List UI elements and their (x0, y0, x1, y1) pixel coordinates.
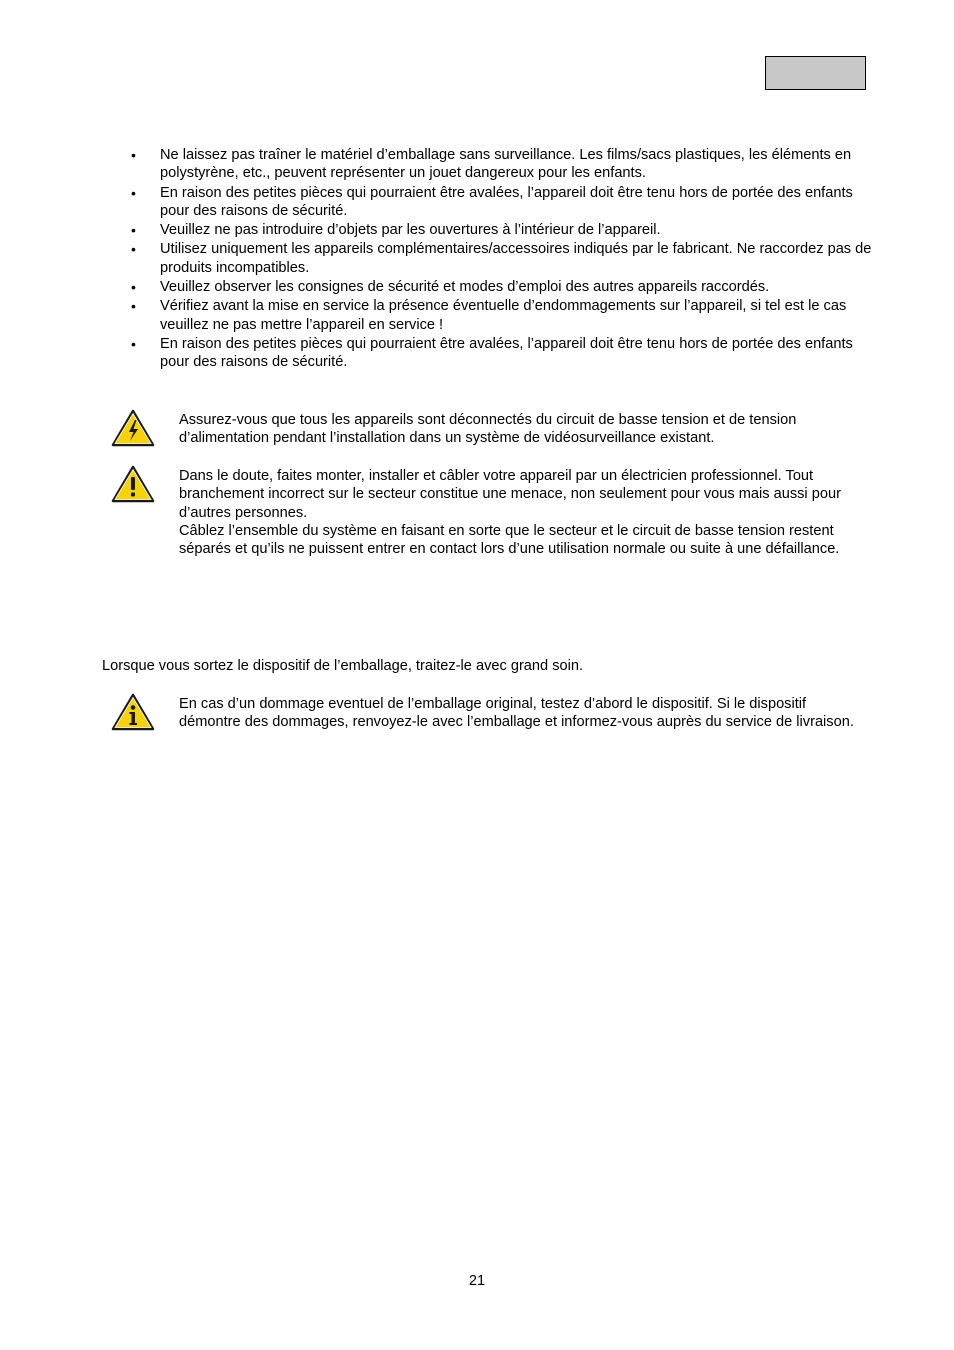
list-item: • Utilisez uniquement les appareils complémentaires/accessoires indiqués par le fabricant. Ne raccordez pas de produits incompatibles. (131, 241, 872, 276)
list-item-text: Ne laissez pas traîner le matériel d’emballage sans surveillance. Les films/sacs plastiques, les éléments en polystyrène, etc., peuvent représenter un jouet dangereux pour les enfants. (160, 147, 852, 182)
list-item: • Vérifiez avant la mise en service la présence éventuelle d’endommagements sur l’appareil, si tel est le cas veuillez ne pas mettre l’appareil en service ! (131, 298, 847, 333)
warning-note-text-1: Dans le doute, faites monter, installer et câbler votre appareil par un électricien professionnel. Tout branchement incorrect sur le secteur constitue une menace, non seulement pour vous mais aussi pour d’autres personnes. (179, 468, 841, 521)
list-item-text: Veuillez observer les consignes de sécurité et modes d’emploi des autres appareils raccordés. (160, 279, 770, 296)
warning-triangle-icon (110, 464, 156, 504)
list-item-text: Vérifiez avant la mise en service la présence éventuelle d’endommagements sur l’appareil, si tel est le cas veuillez ne pas mettre l’appareil en service ! (160, 298, 847, 333)
page-number: 21 (468, 1273, 486, 1289)
unpacking-paragraph: Lorsque vous sortez le dispositif de l’emballage, traitez-le avec grand soin. (102, 658, 584, 674)
list-item-text: En raison des petites pièces qui pourraient être avalées, l’appareil doit être tenu hors de portée des enfants pour des raisons de sécurité. (160, 184, 853, 219)
electrical-note-text: Assurez-vous que tous les appareils sont déconnectés du circuit de basse tension et de tension d’alimentation pendant l’installation dans un système de vidéosurveillance existant. (179, 412, 797, 447)
list-item: • Veuillez ne pas introduire d’objets par les ouvertures à l’intérieur de l’appareil. (131, 222, 661, 239)
info-note-text: En cas d’un dommage eventuel de l’emballage original, testez d’abord le dispositif. Si le dispositif démontre des dommages, renvoyez-le avec l’emballage et informez-vous auprès du service de livraison. (179, 696, 854, 731)
language-tab-box (765, 56, 866, 90)
list-item-text: En raison des petites pièces qui pourraient être avalées, l’appareil doit être tenu hors de portée des enfants pour des raisons de sécurité. (160, 335, 853, 371)
list-item: • En raison des petites pièces qui pourraient être avalées, l’appareil doit être tenu hors de portée des enfants pour des raisons de sécurité. (131, 184, 853, 219)
warning-note-text-2: Câblez l’ensemble du système en faisant en sorte que le secteur et le circuit de basse tension restent séparés et qu’ils ne puissent entrer en contact lors d’une utilisation normale ou suite à une défaillance. (179, 522, 840, 558)
list-item: • Ne laissez pas traîner le matériel d’emballage sans surveillance. Les films/sacs plastiques, les éléments en polystyrène, etc., peuvent représenter un jouet dangereux pour les enfants. (131, 147, 852, 182)
high-voltage-warning-icon (110, 408, 156, 448)
list-item-text: Utilisez uniquement les appareils complémentaires/accessoires indiqués par le fabricant. Ne raccordez pas de produits incompatibles. (160, 241, 872, 276)
information-icon (110, 692, 156, 732)
list-item: • En raison des petites pièces qui pourraient être avalées, l’appareil doit être tenu hors de portée des enfants pour des raisons de sécurité. (131, 335, 853, 371)
list-item: • Veuillez observer les consignes de sécurité et modes d’emploi des autres appareils raccordés. (131, 279, 770, 296)
list-item-text: Veuillez ne pas introduire d’objets par les ouvertures à l’intérieur de l’appareil. (160, 222, 661, 239)
safety-bullet-list (120, 146, 880, 373)
